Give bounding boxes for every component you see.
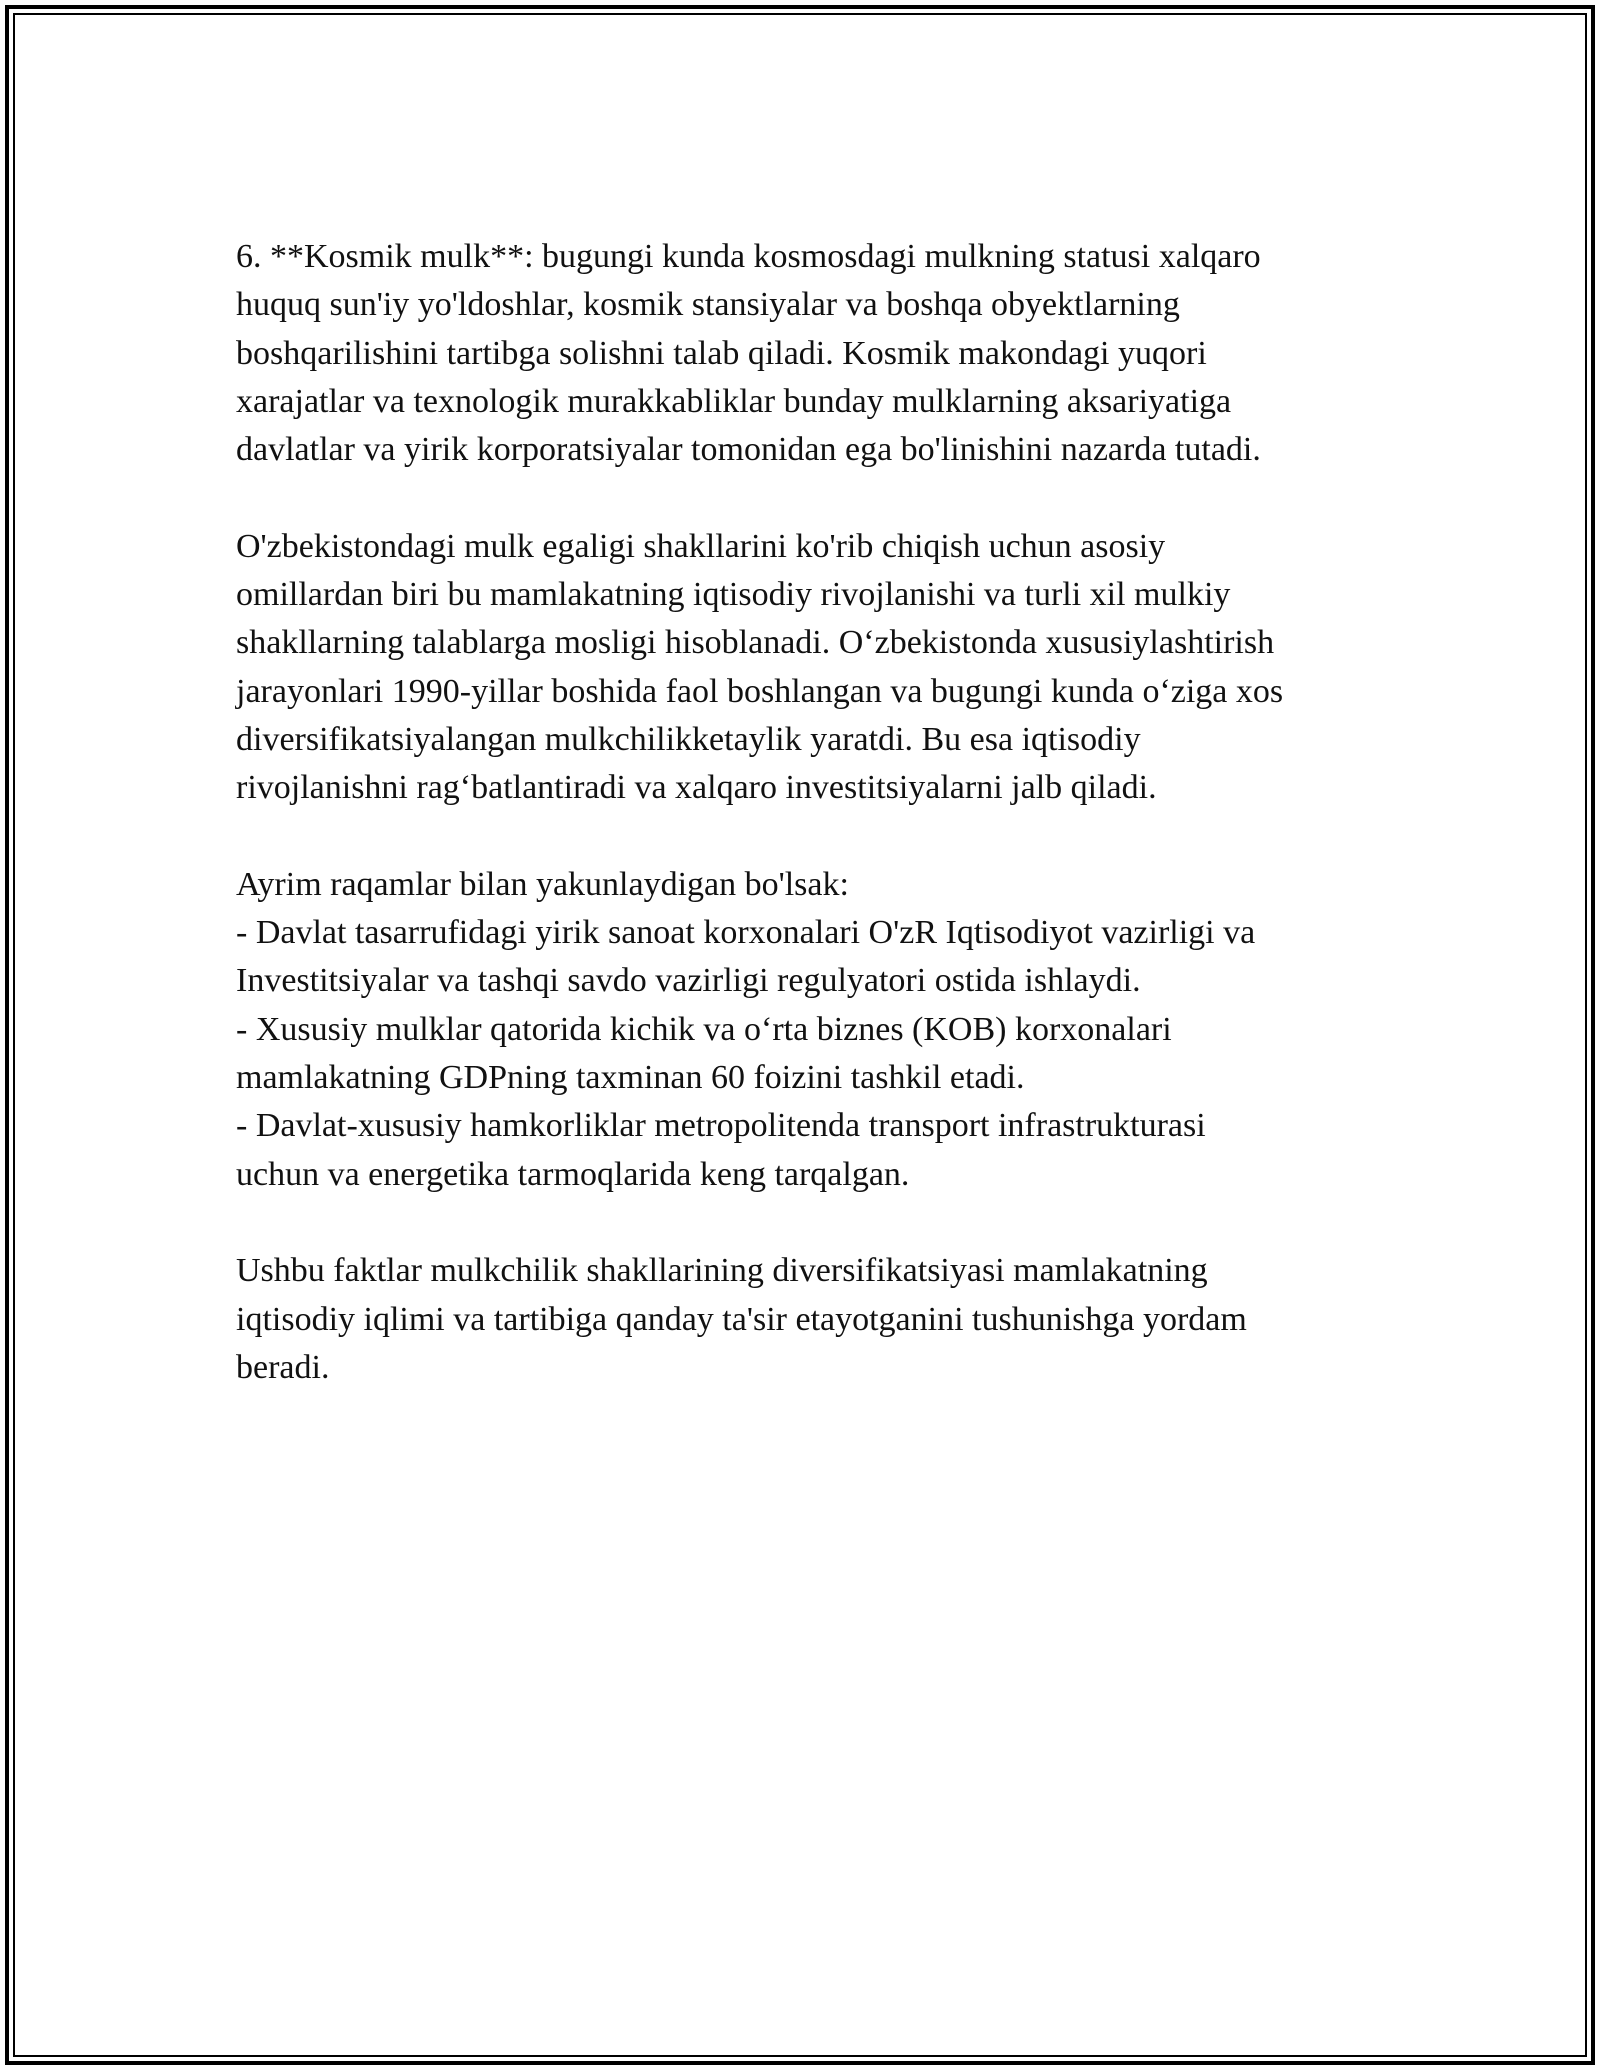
text-line: boshqarilishini tartibga solishni talab qiladi. Kosmik makondagi yuqori bbox=[236, 334, 1207, 372]
text-line: xarajatlar va texnologik murakkabliklar bunday mulklarning aksariyatiga bbox=[236, 382, 1232, 420]
text-line: huquq sun'iy yo'ldoshlar, kosmik stansiyalar va boshqa obyektlarning bbox=[236, 286, 1180, 324]
text-line: rivojlanishni rag‘batlantiradi va xalqaro investitsiyalarni jalb qiladi. bbox=[236, 769, 1157, 807]
text-line: shakllarning talablarga mosligi hisoblanadi. O‘zbekistonda xususiylashtirish bbox=[236, 624, 1275, 662]
document-body bbox=[236, 233, 1396, 1440]
text-line: iqtisodiy iqlimi va tartibiga qanday ta'sir etayotganini tushunishga yordam bbox=[236, 1300, 1247, 1338]
paragraph-kosmik-mulk bbox=[236, 233, 1396, 474]
text-line: uchun va energetika tarmoqlarida keng tarqalgan. bbox=[236, 1155, 910, 1193]
paragraph-figures-list bbox=[236, 861, 1396, 1199]
text-line: Investitsiyalar va tashqi savdo vazirligi regulyatori ostida ishlaydi. bbox=[236, 962, 1141, 1000]
text-line: beradi. bbox=[236, 1348, 330, 1386]
text-line: diversifikatsiyalangan mulkchilikketaylik yaratdi. Bu esa iqtisodiy bbox=[236, 720, 1141, 758]
text-line: jarayonlari 1990-yillar boshida faol boshlangan va bugungi kunda o‘ziga xos bbox=[236, 672, 1284, 710]
list-item: - Xususiy mulklar qatorida kichik va o‘rta biznes (KOB) korxonalari bbox=[236, 1010, 1172, 1048]
text-line: omillardan biri bu mamlakatning iqtisodiy rivojlanishi va turli xil mulkiy bbox=[236, 576, 1231, 614]
text-line: 6. **Kosmik mulk**: bugungi kunda kosmosdagi mulkning statusi xalqaro bbox=[236, 238, 1261, 275]
paragraph-conclusion bbox=[236, 1247, 1396, 1392]
list-item: - Davlat tasarrufidagi yirik sanoat korxonalari O'zR Iqtisodiyot vazirligi va bbox=[236, 914, 1256, 952]
text-line: O'zbekistondagi mulk egaligi shakllarini ko'rib chiqish uchun asosiy bbox=[236, 527, 1166, 565]
text-line: mamlakatning GDPning taxminan 60 foizini tashkil etadi. bbox=[236, 1059, 1025, 1097]
paragraph-uzbekistan-ownership bbox=[236, 523, 1396, 813]
list-item: - Davlat-xususiy hamkorliklar metropolitenda transport infrastrukturasi bbox=[236, 1107, 1206, 1145]
text-line: Ushbu faktlar mulkchilik shakllarining diversifikatsiyasi mamlakatning bbox=[236, 1252, 1208, 1290]
text-line: davlatlar va yirik korporatsiyalar tomonidan ega bo'linishini nazarda tutadi. bbox=[236, 431, 1261, 469]
text-line: Ayrim raqamlar bilan yakunlaydigan bo'lsak: bbox=[236, 865, 849, 903]
